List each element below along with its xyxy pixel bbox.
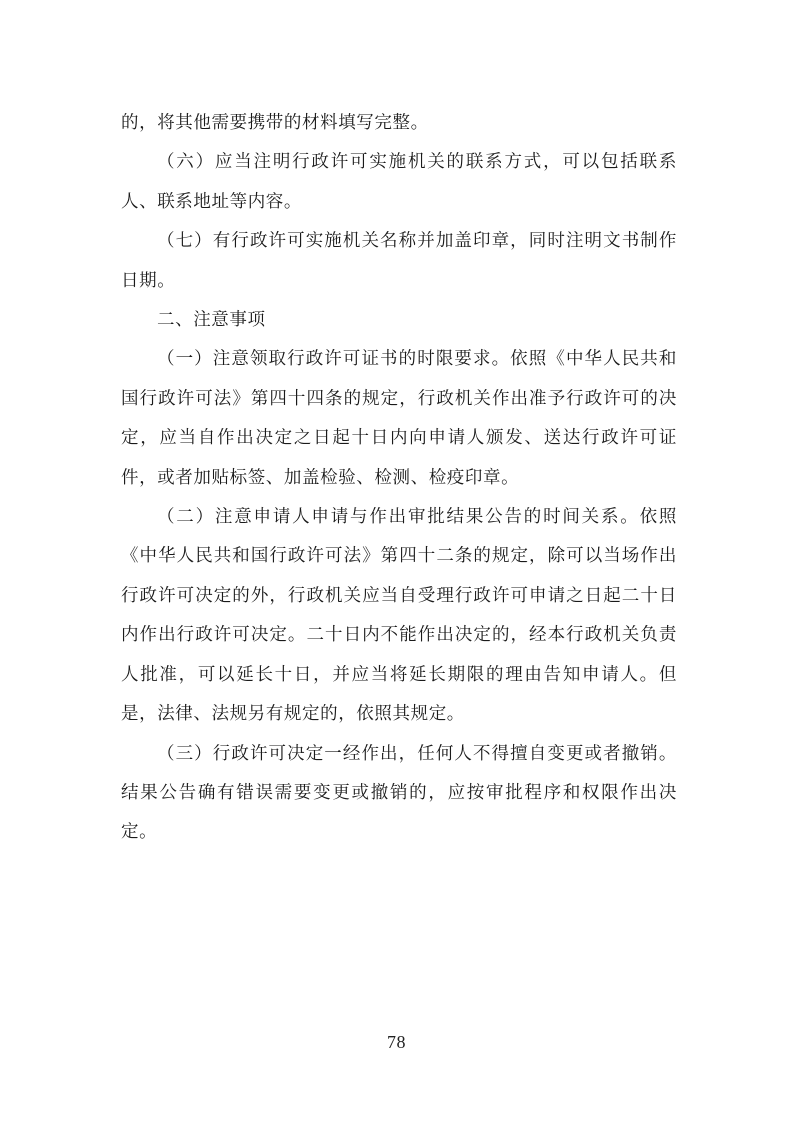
paragraph-note-3: （三）行政许可决定一经作出，任何人不得擅自变更或者撤销。结果公告确有错误需要变更或撤销的，应按审批程序和权限作出决定。 (121, 743, 677, 843)
page-number: 78 (387, 1032, 406, 1052)
paragraph-item-6: （六）应当注明行政许可实施机关的联系方式，可以包括联系人、联系地址等内容。 (121, 152, 677, 212)
paragraph-note-2: （二）注意申请人申请与作出审批结果公告的时间关系。依照《中华人民共和国行政许可法》第四十二条的规定，除可以当场作出行政许可决定的外，行政机关应当自受理行政许可申请之日起二十日内作出行政许可决定。二十日内不能作出决定的，经本行政机关负责人批准，可以延长十日，并应当将延长期限的理由告知申请人。但是，法律、法规另有规定的，依照其规定。 (121, 507, 677, 725)
section-heading-notes: 二、注意事项 (157, 310, 266, 331)
body-text (121, 104, 677, 853)
paragraph-note-1: （一）注意领取行政许可证书的时限要求。依照《中华人民共和国行政许可法》第四十四条的规定，行政机关作出准予行政许可的决定，应当自作出决定之日起十日内向申请人颁发、送达行政许可证件，或者加贴标签、加盖检验、检测、检疫印章。 (121, 349, 677, 488)
paragraph-continuation: 的，将其他需要携带的材料填写完整。 (121, 113, 429, 133)
paragraph-item-7: （七）有行政许可实施机关名称并加盖印章，同时注明文书制作日期。 (121, 231, 677, 291)
